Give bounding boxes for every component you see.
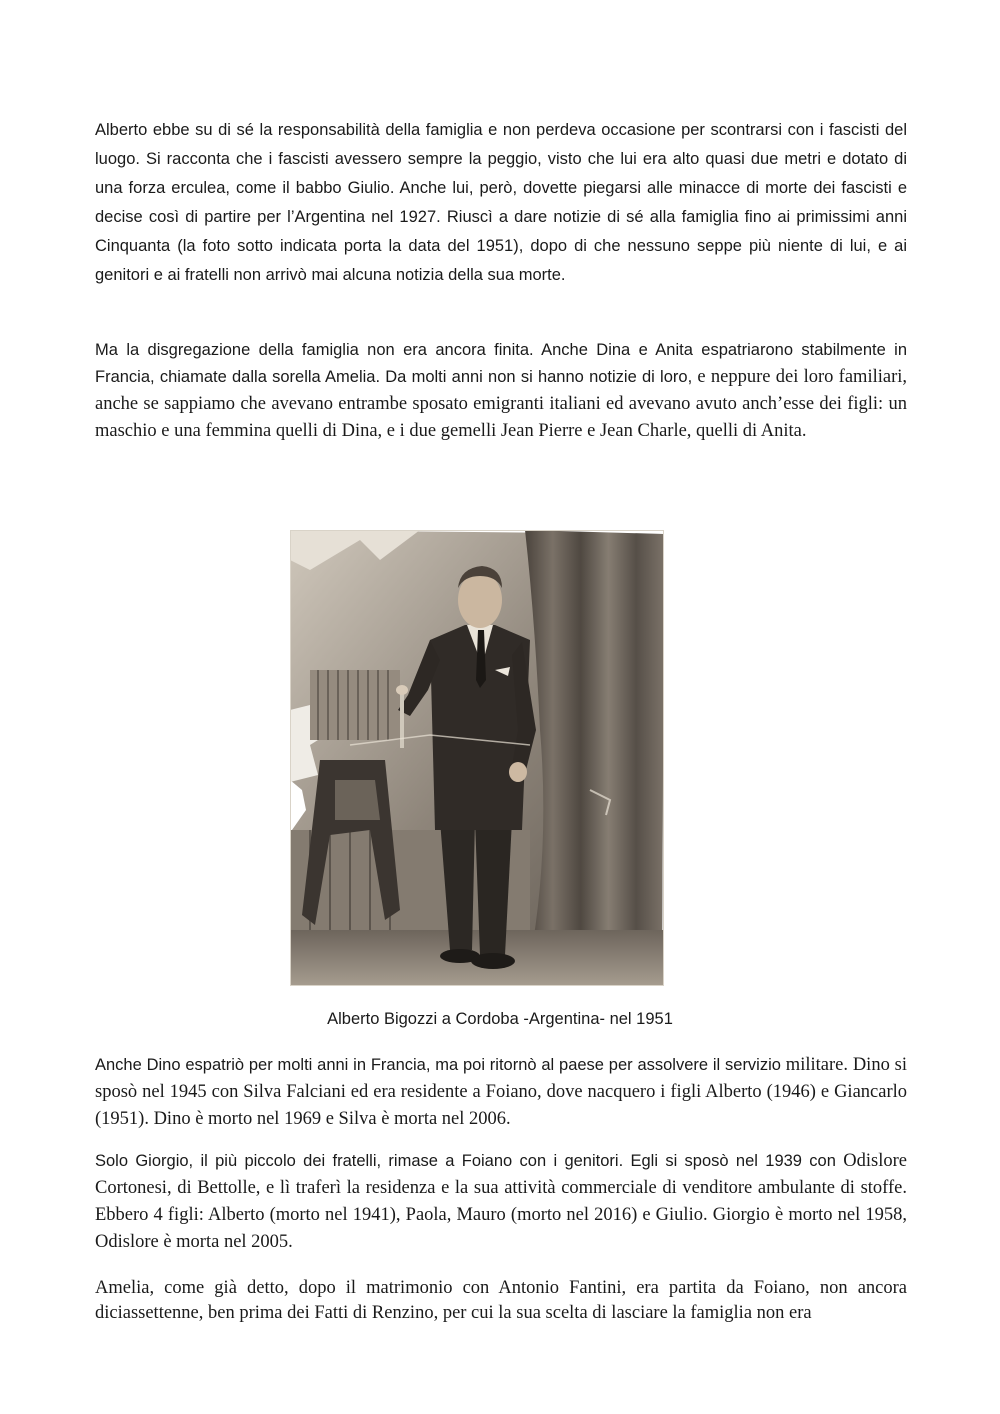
paragraph-amelia: Amelia, come già detto, dopo il matrimonio con Antonio Fantini, era partita da Foiano, non ancora diciassettenne, ben prima dei Fatti di Renzino, per cui la sua scelta di lasciare la famiglia non era <box>95 1278 907 1323</box>
paragraph-alberto: Alberto ebbe su di sé la responsabilità della famiglia e non perdeva occasione per scontrarsi con i fascisti del luogo. Si racconta che i fascisti avessero sempre la peggio, visto che lui era alto quasi due metri e dotato di una forza erculea, come il babbo Giulio. Anche lui, però, dovette piegarsi alle minacce di morte dei fascisti e decise così di partire per l’Argentina nel 1927. Riuscì a dare notizie di sé alla famiglia fino ai primissimi anni Cinquanta (la foto sotto indicata porta la data del 1951), dopo di che nessuno seppe più niente di lui, e ai genitori e ai fratelli non arrivò mai alcuna notizia della sua morte. <box>95 121 907 284</box>
paragraph-disgregazione-sans: Ma la disgregazione della famiglia non era ancora finita. Anche Dina e Anita espatriarono stabilmente in Francia, chiamate dalla sorella Amelia. Da molti anni non si hanno notizie di loro, <box>95 341 907 386</box>
paragraph-giorgio <box>95 1148 907 1256</box>
photo-alberto-bigozzi <box>290 530 664 986</box>
paragraph-giorgio-serif: Odislore Cortonesi, di Bettolle, e lì traferì la residenza e la sua attività commerciale di venditore ambulante di stoffe. Ebbero 4 figli: Alberto (morto nel 1941), Paola, Mauro (morto nel 2016) e Giulio. Giorgio è morto nel 1958, Odislore è morta nel 2005. <box>95 1151 907 1252</box>
paragraph-disgregazione <box>95 337 907 445</box>
paragraph-dino-sans: Anche Dino espatriò per molti anni in Francia, ma poi ritornò al paese per assolvere il servizio <box>95 1056 781 1074</box>
paragraph-dino-serif: militare. Dino si sposò nel 1945 con Silva Falciani ed era residente a Foiano, dove nacquero i figli Alberto (1946) e Giancarlo (1951). Dino è morto nel 1969 e Silva è morta nel 2006. <box>95 1055 908 1129</box>
paragraph-giorgio-sans: Solo Giorgio, il più piccolo dei fratelli, rimase a Foiano con i genitori. Egli si sposò nel 1939 con <box>95 1152 836 1170</box>
photo-caption: Alberto Bigozzi a Cordoba -Argentina- nel 1951 <box>327 1010 673 1028</box>
paragraph-disgregazione-serif: e neppure dei loro familiari, anche se sappiamo che avevano entrambe sposato emigranti italiani ed avevano avuto anch’esse dei figli: un maschio e una femmina quelli di Dina, e i due gemelli Jean Pierre e Jean Charle, quelli di Anita. <box>95 367 908 441</box>
paragraph-dino <box>95 1052 907 1133</box>
